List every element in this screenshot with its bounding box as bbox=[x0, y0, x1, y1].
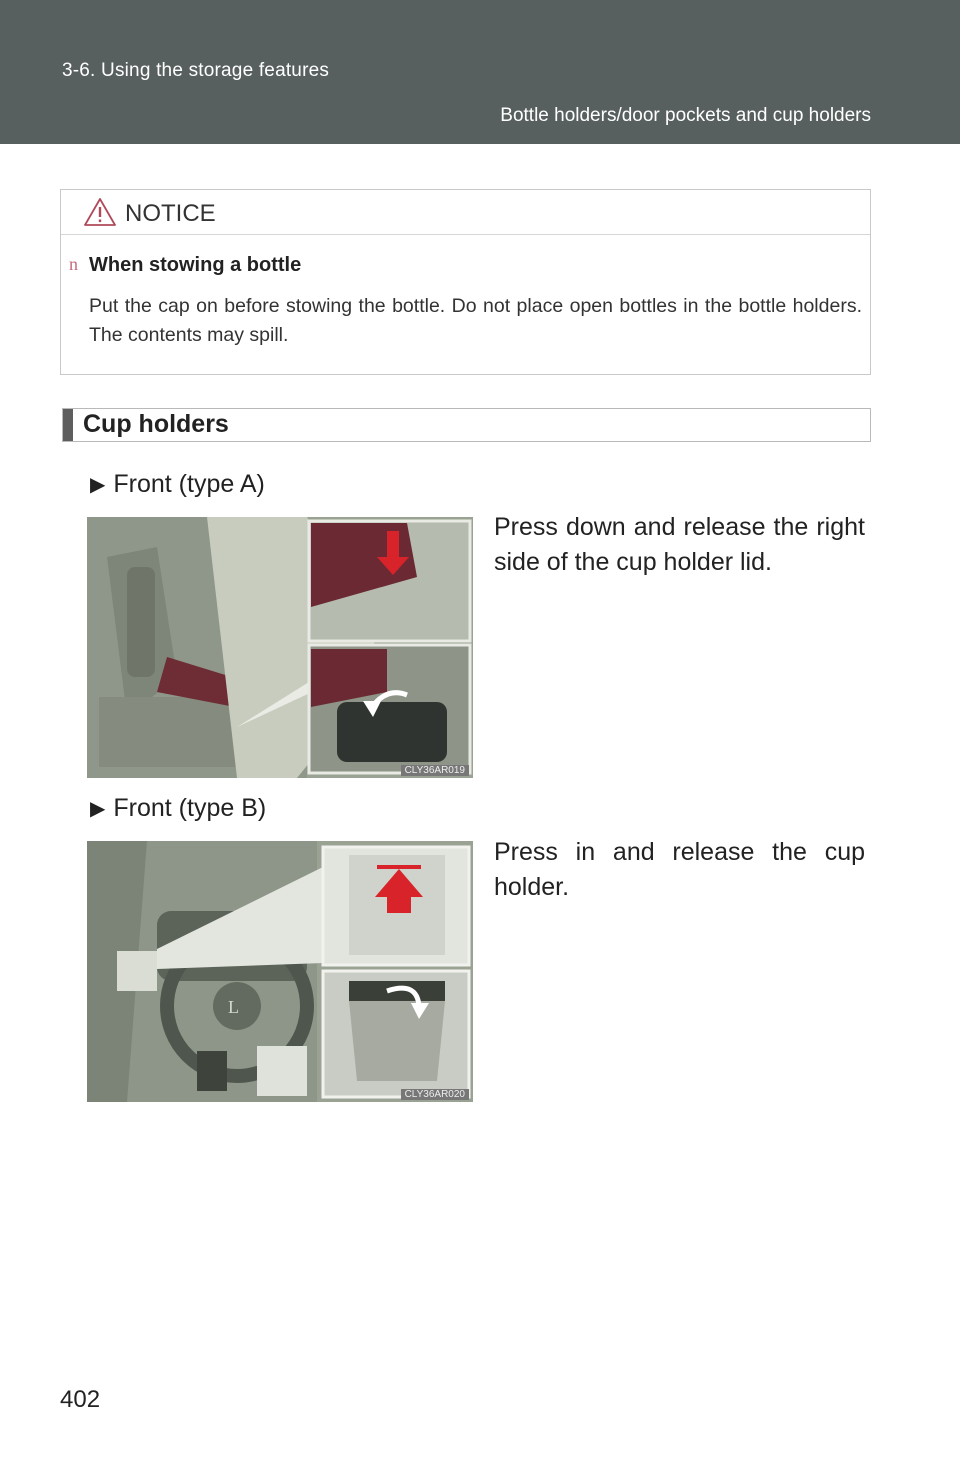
notice-heading: When stowing a bottle bbox=[89, 254, 302, 276]
figure-code: CLY36AR019 bbox=[401, 765, 469, 776]
notice-box bbox=[60, 189, 871, 375]
warning-triangle-icon bbox=[83, 197, 117, 227]
section-title-bar bbox=[62, 408, 871, 442]
section-accent bbox=[63, 409, 73, 441]
figure-type-b bbox=[87, 841, 473, 1102]
page-subtitle: Bottle holders/door pockets and cup holders bbox=[500, 105, 871, 126]
triangle-arrow-icon: ▶ bbox=[90, 474, 106, 496]
section-title: Cup holders bbox=[83, 410, 229, 438]
page-header bbox=[0, 0, 960, 144]
figure-type-a bbox=[87, 517, 473, 778]
notice-header bbox=[61, 190, 870, 235]
notice-text: Put the cap on before stowing the bottle. Do not place open bottles in the bottle holders. The contents may spill. bbox=[89, 295, 862, 346]
description-type-b: Press in and release the cup holder. bbox=[494, 838, 865, 901]
svg-text:L: L bbox=[228, 997, 239, 1017]
page-number: 402 bbox=[60, 1386, 101, 1413]
figure-code: CLY36AR020 bbox=[401, 1089, 469, 1100]
item-label-type-a: ▶ Front (type A) bbox=[90, 470, 265, 498]
item-label-type-b: ▶ Front (type B) bbox=[90, 794, 267, 822]
triangle-arrow-icon: ▶ bbox=[90, 798, 106, 820]
description-type-a: Press down and release the right side of the cup holder lid. bbox=[494, 513, 865, 576]
bullet-marker: n bbox=[69, 254, 78, 274]
notice-title: NOTICE bbox=[125, 200, 216, 227]
section-label: 3-6. Using the storage features bbox=[62, 60, 330, 81]
